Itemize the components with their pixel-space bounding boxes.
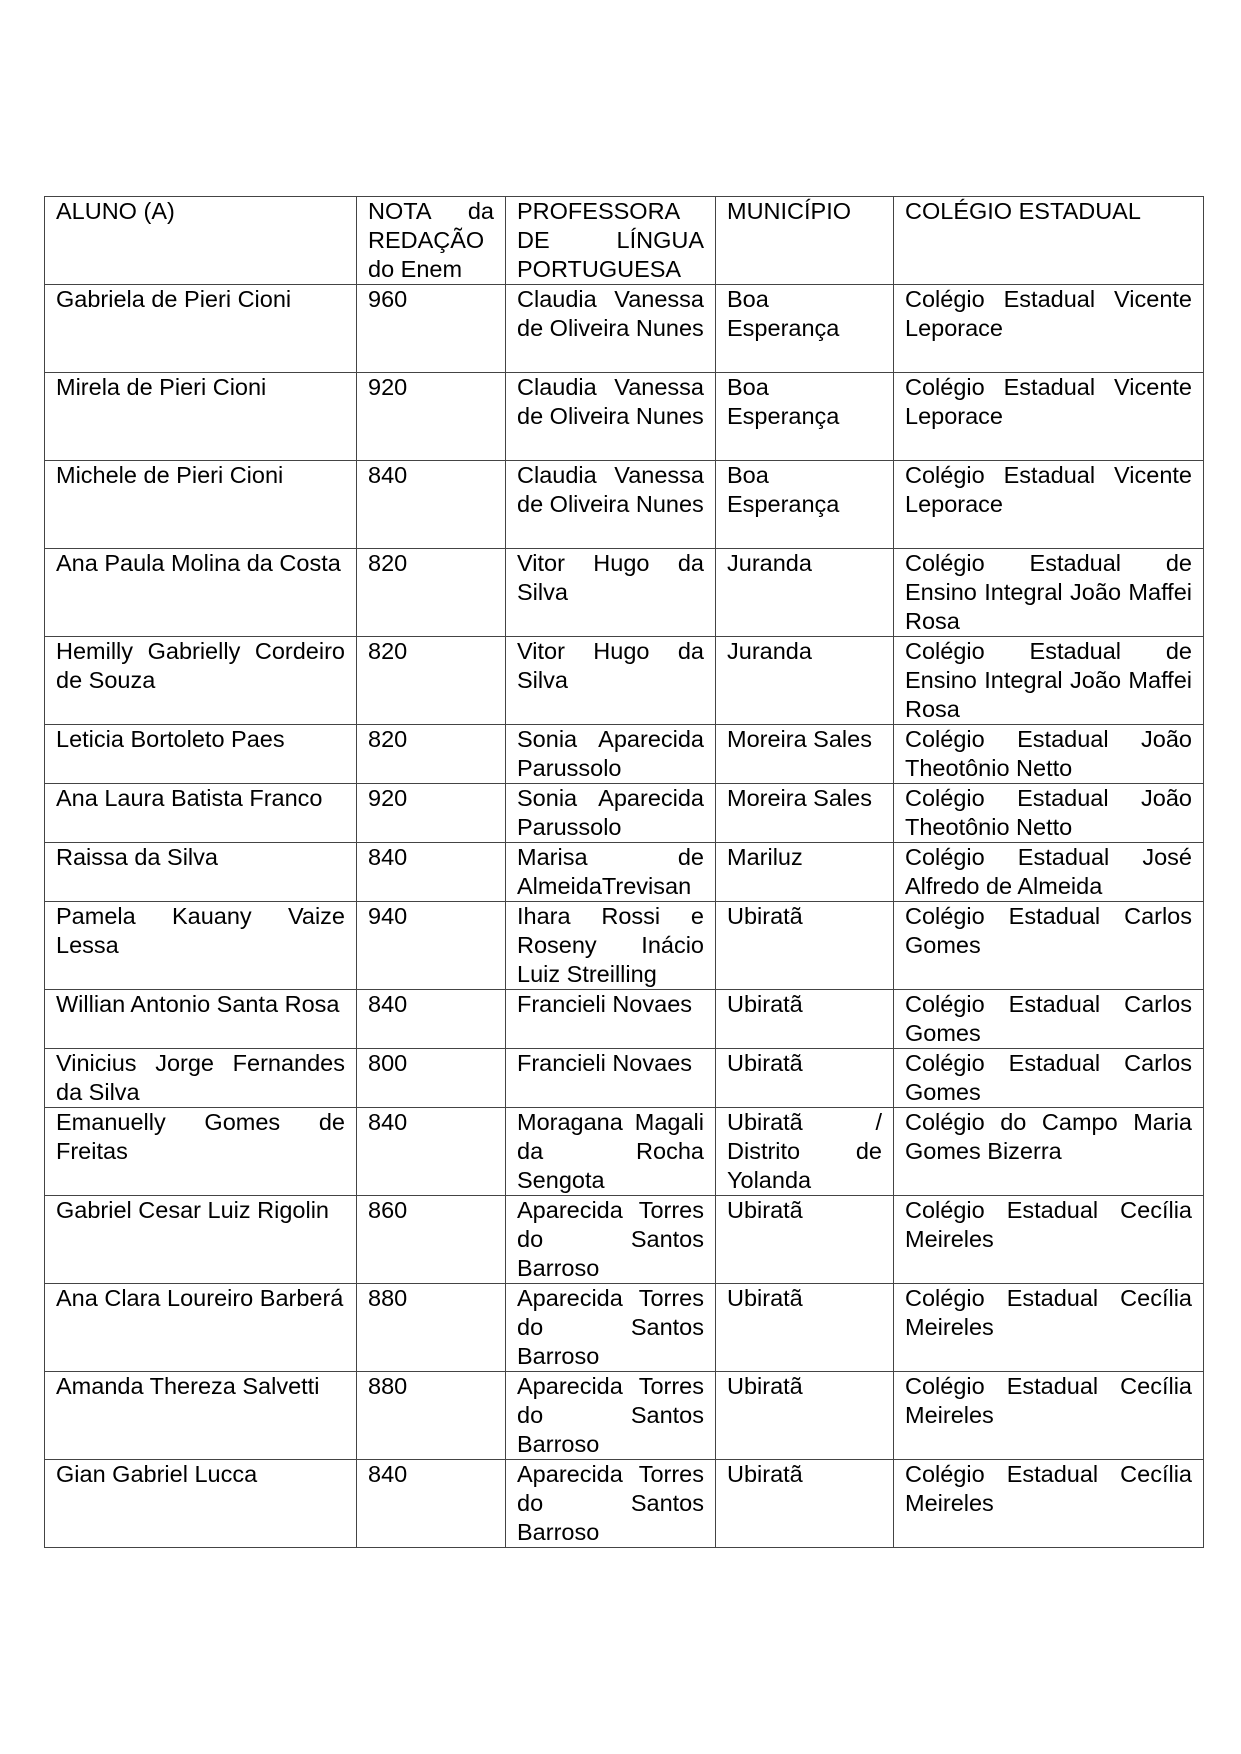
table-row [45,285,1204,373]
municipality-cell: Ubiratã [716,990,894,1049]
header-cell-aluno: ALUNO (A) [45,197,357,285]
teacher-cell: Vitor Hugo da Silva [506,637,716,725]
essay-score-cell: 820 [357,637,506,725]
teacher-cell: Francieli Novaes [506,1049,716,1108]
municipality-cell: Juranda [716,637,894,725]
table-row [45,637,1204,725]
municipality-cell: Boa Esperança [716,461,894,549]
teacher-cell: Ihara Rossi e Roseny Inácio Luiz Streilling [506,902,716,990]
teacher-cell: Sonia Aparecida Parussolo [506,784,716,843]
school-cell: Colégio Estadual Carlos Gomes [894,902,1204,990]
results-table [44,196,1204,1548]
header-cell-nota: NOTA da REDAÇÃO do Enem [357,197,506,285]
teacher-cell: Aparecida Torres do Santos Barroso [506,1460,716,1548]
student-name-cell: Raissa da Silva [45,843,357,902]
header-cell-municipio: MUNICÍPIO [716,197,894,285]
municipality-cell: Ubiratã [716,1049,894,1108]
student-name-cell: Mirela de Pieri Cioni [45,373,357,461]
school-cell: Colégio Estadual Vicente Leporace [894,461,1204,549]
student-name-cell: Amanda Thereza Salvetti [45,1372,357,1460]
school-cell: Colégio Estadual José Alfredo de Almeida [894,843,1204,902]
school-cell: Colégio Estadual Cecília Meireles [894,1372,1204,1460]
teacher-cell: Claudia Vanessa de Oliveira Nunes [506,373,716,461]
student-name-cell: Hemilly Gabrielly Cordeiro de Souza [45,637,357,725]
table-row [45,843,1204,902]
essay-score-cell: 820 [357,549,506,637]
table-row [45,1284,1204,1372]
student-name-cell: Gabriel Cesar Luiz Rigolin [45,1196,357,1284]
essay-score-cell: 880 [357,1284,506,1372]
school-cell: Colégio Estadual Vicente Leporace [894,373,1204,461]
essay-score-cell: 840 [357,1460,506,1548]
essay-score-cell: 820 [357,725,506,784]
table-row [45,549,1204,637]
school-cell: Colégio Estadual Cecília Meireles [894,1196,1204,1284]
student-name-cell: Gian Gabriel Lucca [45,1460,357,1548]
municipality-cell: Moreira Sales [716,784,894,843]
essay-score-cell: 840 [357,1108,506,1196]
student-name-cell: Ana Clara Loureiro Barberá [45,1284,357,1372]
municipality-cell: Mariluz [716,843,894,902]
municipality-cell: Ubiratã [716,1284,894,1372]
essay-score-cell: 860 [357,1196,506,1284]
school-cell: Colégio Estadual Carlos Gomes [894,1049,1204,1108]
student-name-cell: Michele de Pieri Cioni [45,461,357,549]
teacher-cell: Vitor Hugo da Silva [506,549,716,637]
teacher-cell: Sonia Aparecida Parussolo [506,725,716,784]
municipality-cell: Moreira Sales [716,725,894,784]
municipality-cell: Ubiratã / Distrito de Yolanda [716,1108,894,1196]
table-row [45,902,1204,990]
table-row [45,1049,1204,1108]
student-name-cell: Vinicius Jorge Fernandes da Silva [45,1049,357,1108]
essay-score-cell: 800 [357,1049,506,1108]
school-cell: Colégio Estadual Vicente Leporace [894,285,1204,373]
teacher-cell: Marisa de AlmeidaTrevisan [506,843,716,902]
school-cell: Colégio do Campo Maria Gomes Bizerra [894,1108,1204,1196]
municipality-cell: Juranda [716,549,894,637]
municipality-cell: Ubiratã [716,902,894,990]
school-cell: Colégio Estadual Carlos Gomes [894,990,1204,1049]
municipality-cell: Ubiratã [716,1460,894,1548]
essay-score-cell: 840 [357,843,506,902]
student-name-cell: Emanuelly Gomes de Freitas [45,1108,357,1196]
municipality-cell: Boa Esperança [716,373,894,461]
table-header-row [45,197,1204,285]
school-cell: Colégio Estadual João Theotônio Netto [894,725,1204,784]
municipality-cell: Ubiratã [716,1372,894,1460]
table-row [45,1108,1204,1196]
essay-score-cell: 840 [357,990,506,1049]
essay-score-cell: 880 [357,1372,506,1460]
teacher-cell: Aparecida Torres do Santos Barroso [506,1284,716,1372]
teacher-cell: Moragana Magali da Rocha Sengota [506,1108,716,1196]
table-row [45,725,1204,784]
essay-score-cell: 920 [357,784,506,843]
table-row [45,373,1204,461]
essay-score-cell: 960 [357,285,506,373]
table-row [45,1372,1204,1460]
municipality-cell: Boa Esperança [716,285,894,373]
student-name-cell: Pamela Kauany Vaize Lessa [45,902,357,990]
essay-score-cell: 840 [357,461,506,549]
header-cell-professora: PROFESSORA DE LÍNGUA PORTUGUESA [506,197,716,285]
teacher-cell: Claudia Vanessa de Oliveira Nunes [506,285,716,373]
school-cell: Colégio Estadual João Theotônio Netto [894,784,1204,843]
teacher-cell: Aparecida Torres do Santos Barroso [506,1372,716,1460]
school-cell: Colégio Estadual Cecília Meireles [894,1284,1204,1372]
student-name-cell: Ana Laura Batista Franco [45,784,357,843]
essay-score-cell: 920 [357,373,506,461]
table-row [45,1460,1204,1548]
school-cell: Colégio Estadual de Ensino Integral João Maffei Rosa [894,549,1204,637]
teacher-cell: Claudia Vanessa de Oliveira Nunes [506,461,716,549]
table-row [45,990,1204,1049]
student-name-cell: Gabriela de Pieri Cioni [45,285,357,373]
header-cell-colegio: COLÉGIO ESTADUAL [894,197,1204,285]
table-row [45,784,1204,843]
table-row [45,461,1204,549]
teacher-cell: Francieli Novaes [506,990,716,1049]
teacher-cell: Aparecida Torres do Santos Barroso [506,1196,716,1284]
table-body [45,197,1204,1548]
school-cell: Colégio Estadual de Ensino Integral João Maffei Rosa [894,637,1204,725]
municipality-cell: Ubiratã [716,1196,894,1284]
student-name-cell: Leticia Bortoleto Paes [45,725,357,784]
student-name-cell: Willian Antonio Santa Rosa [45,990,357,1049]
student-name-cell: Ana Paula Molina da Costa [45,549,357,637]
school-cell: Colégio Estadual Cecília Meireles [894,1460,1204,1548]
essay-score-cell: 940 [357,902,506,990]
table-row [45,1196,1204,1284]
